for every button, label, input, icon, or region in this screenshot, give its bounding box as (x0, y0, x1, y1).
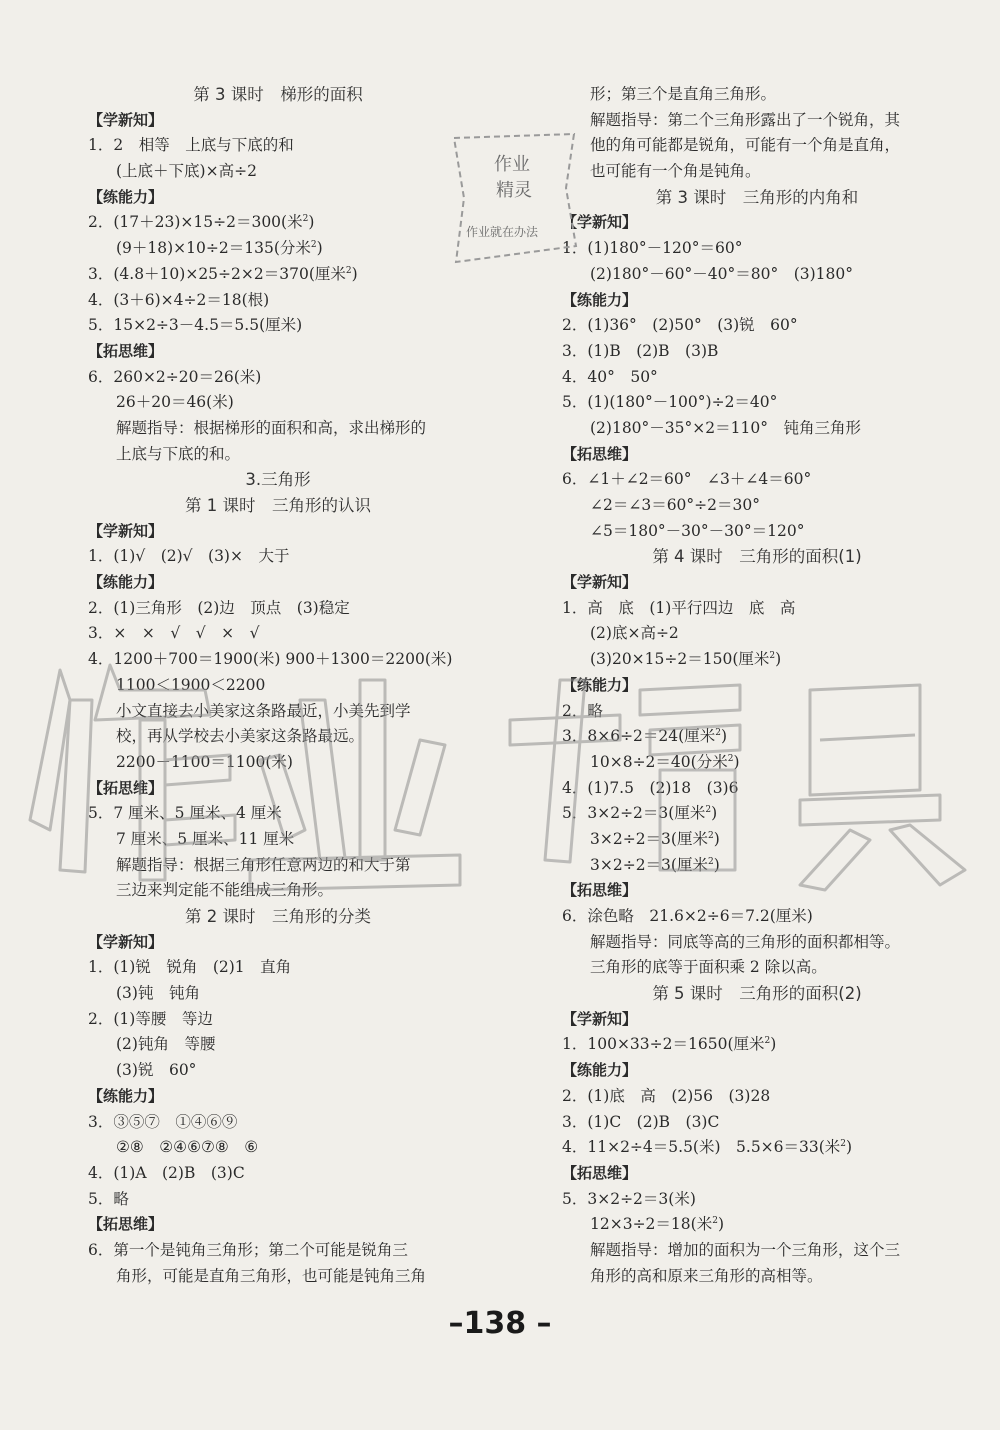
answer-continuation: 三角形的底等于面积乘 2 除以高。 (590, 958, 827, 977)
answer-line: 3．(4.8＋10)×25÷2×2＝370(厘米$^2$) (88, 264, 358, 283)
section-heading: 【拓思维】 (88, 1215, 164, 1234)
answer-continuation: ∠2＝∠3＝60°÷2＝30° (590, 496, 760, 514)
answer-line: 2．(1)三角形 (2)边 顶点 (3)稳定 (88, 598, 350, 617)
answer-line: 4．11×2÷4＝5.5(米) 5.5×6＝33(米$^2$) (562, 1138, 853, 1157)
answer-line: 1．(1)√ (2)√ (3)× 大于 (88, 547, 290, 566)
section-heading: 【练能力】 (88, 187, 164, 206)
answer-line: 1．(1)锐 锐角 (2)1 直角 (88, 958, 292, 977)
answer-continuation: 26＋20＝46(米) (116, 393, 234, 412)
right-column (562, 82, 952, 1289)
answer-line: 5．3×2÷2＝3(厘米$^2$) (562, 804, 718, 823)
answer-continuation: 校，再从学校去小美家这条路最远。 (116, 727, 365, 746)
answer-continuation: 解题指导：增加的面积为一个三角形，这个三 (590, 1240, 901, 1259)
section-title: 第 3 课时 三角形的内角和 (655, 187, 859, 207)
answer-continuation: 上底与下底的和。 (116, 444, 241, 463)
answer-line: 4．40° 50° (562, 367, 658, 386)
answer-continuation: 7 厘米、5 厘米、11 厘米 (116, 829, 295, 848)
answer-continuation: 他的角可能都是锐角，可能有一个角是直角， (590, 136, 901, 155)
answer-line: 5．7 厘米、5 厘米、4 厘米 (88, 804, 282, 823)
section-heading: 【拓思维】 (562, 1163, 638, 1182)
answer-continuation: 1100＜1900＜2200 (116, 675, 266, 694)
section-heading: 【学新知】 (562, 213, 638, 232)
answer-continuation: (9＋18)×10÷2＝135(分米$^2$) (116, 239, 323, 258)
answer-continuation: 解题指导：根据三角形任意两边的和大于第 (116, 855, 411, 874)
answer-continuation: 角形的高和原来三角形的高相等。 (590, 1266, 823, 1285)
section-heading: 【拓思维】 (562, 444, 638, 463)
answer-line: 2．(1)底 高 (2)56 (3)28 (562, 1086, 771, 1105)
answer-continuation: (2)钝角 等腰 (116, 1035, 216, 1054)
answer-line: 6．∠1＋∠2＝60° ∠3＋∠4＝60° (562, 470, 812, 489)
section-title: 第 2 课时 三角形的分类 (185, 907, 371, 926)
section-heading: 【练能力】 (562, 1061, 638, 1080)
answer-continuation: 解题指导：第二个三角形露出了一个锐角，其 (590, 110, 901, 129)
section-title: 第 3 课时 梯形的面积 (193, 85, 363, 104)
section-heading: 【学新知】 (88, 110, 164, 129)
section-heading: 【学新知】 (88, 521, 164, 540)
answer-continuation: (3)锐 60° (116, 1061, 197, 1080)
answer-continuation: 解题指导：同底等高的三角形的面积都相等。 (590, 932, 901, 951)
answer-continuation: 形；第三个是直角三角形。 (590, 85, 777, 103)
answer-continuation: ②⑧ ②④⑥⑦⑧ ⑥ (116, 1138, 259, 1157)
section-title: 第 5 课时 三角形的面积(2) (652, 984, 862, 1004)
answer-continuation: (上底＋下底)×高÷2 (116, 162, 257, 181)
answer-line: 5．(1)(180°－100°)÷2＝40° (562, 393, 778, 412)
answer-line: 5．15×2÷3－4.5＝5.5(厘米) (88, 316, 303, 335)
answer-line: 4．(1)7.5 (2)18 (3)6 (562, 778, 739, 797)
answer-continuation: 3×2÷2＝3(厘米$^2$) (590, 829, 720, 848)
answer-line: 2．(1)等腰 等边 (88, 1009, 213, 1028)
svg-text:作业: 作业 (494, 154, 530, 175)
section-heading: 【练能力】 (562, 675, 638, 694)
left-column (88, 82, 468, 1289)
section-title: 第 1 课时 三角形的认识 (185, 496, 371, 515)
section-heading: 【拓思维】 (562, 881, 638, 900)
answer-continuation: ∠5＝180°－30°－30°＝120° (590, 521, 805, 540)
answer-continuation: 2200－1100＝1100(米) (116, 752, 293, 771)
answer-line: 1．(1)180°－120°＝60° (562, 239, 743, 258)
answer-line: 3．③⑤⑦ ①④⑥⑨ (88, 1112, 238, 1131)
answer-line: 2．(17＋23)×15÷2＝300(米$^2$) (88, 213, 315, 232)
answer-line: 4．(1)A (2)B (3)C (88, 1163, 245, 1182)
answer-line: 1．高 底 (1)平行四边 底 高 (562, 598, 796, 617)
answer-line: 2．略 (562, 701, 603, 720)
answer-continuation: (2)180°－35°×2＝110° 钝角三角形 (590, 418, 861, 437)
answer-continuation: 也可能有一个角是钝角。 (590, 162, 761, 181)
answer-line: 1．100×33÷2＝1650(厘米$^2$) (562, 1035, 777, 1054)
answer-continuation: (3)钝 钝角 (116, 984, 200, 1003)
answer-line: 6．涂色略 21.6×2÷6＝7.2(厘米) (562, 907, 813, 925)
answer-line: 6．260×2÷20＝26(米) (88, 367, 262, 386)
answer-continuation: 小文直接去小美家这条路最近，小美先到学 (116, 701, 411, 720)
section-heading: 【练能力】 (562, 290, 638, 309)
section-heading: 【学新知】 (562, 573, 638, 592)
answer-line: 3．8×6÷2＝24(厘米$^2$) (562, 727, 727, 746)
answer-line: 3．× × √ √ × √ (88, 624, 260, 643)
answer-line: 4．1200＋700＝1900(米) 900＋1300＝2200(米) (88, 650, 453, 669)
answer-continuation: 12×3÷2＝18(米$^2$) (590, 1215, 724, 1234)
answer-line: 3．(1)B (2)B (3)B (562, 341, 719, 360)
answer-continuation: (2)180°－60°－40°＝80° (3)180° (590, 264, 854, 283)
answer-line: 3．(1)C (2)B (3)C (562, 1112, 720, 1131)
answer-line: 4．(3＋6)×4÷2＝18(根) (88, 290, 270, 309)
answer-line: 5．略 (88, 1189, 129, 1208)
answer-continuation: 3×2÷2＝3(厘米$^2$) (590, 855, 720, 874)
answer-line: 2．(1)36° (2)50° (3)锐 60° (562, 316, 798, 335)
answer-continuation: 10×8÷2＝40(分米$^2$) (590, 752, 740, 771)
section-heading: 【练能力】 (88, 573, 164, 592)
answer-line: 5．3×2÷2＝3(米) (562, 1189, 696, 1208)
section-title: 3.三角形 (245, 470, 311, 490)
answer-continuation: 解题指导：根据梯形的面积和高，求出梯形的 (116, 418, 427, 437)
section-title: 第 4 课时 三角形的面积(1) (652, 547, 862, 567)
section-heading: 【练能力】 (88, 1086, 164, 1105)
section-heading: 【拓思维】 (88, 341, 164, 360)
answer-line: 6．第一个是钝角三角形；第二个可能是锐角三 (88, 1240, 408, 1259)
section-heading: 【学新知】 (88, 932, 164, 951)
answer-continuation: 角形，可能是直角三角形，也可能是钝角三角 (116, 1266, 427, 1285)
svg-text:作业就在办法: 作业就在办法 (466, 225, 539, 239)
svg-text:精灵: 精灵 (496, 180, 532, 201)
answer-continuation: 三边来判定能不能组成三角形。 (116, 881, 334, 900)
answer-line: 1．2 相等 上底与下底的和 (88, 136, 294, 155)
answer-continuation: (3)20×15÷2＝150(厘米$^2$) (590, 650, 782, 669)
answer-continuation: (2)底×高÷2 (590, 624, 679, 643)
page-number: –138 – (448, 1306, 552, 1341)
section-heading: 【拓思维】 (88, 778, 164, 797)
section-heading: 【学新知】 (562, 1009, 638, 1028)
